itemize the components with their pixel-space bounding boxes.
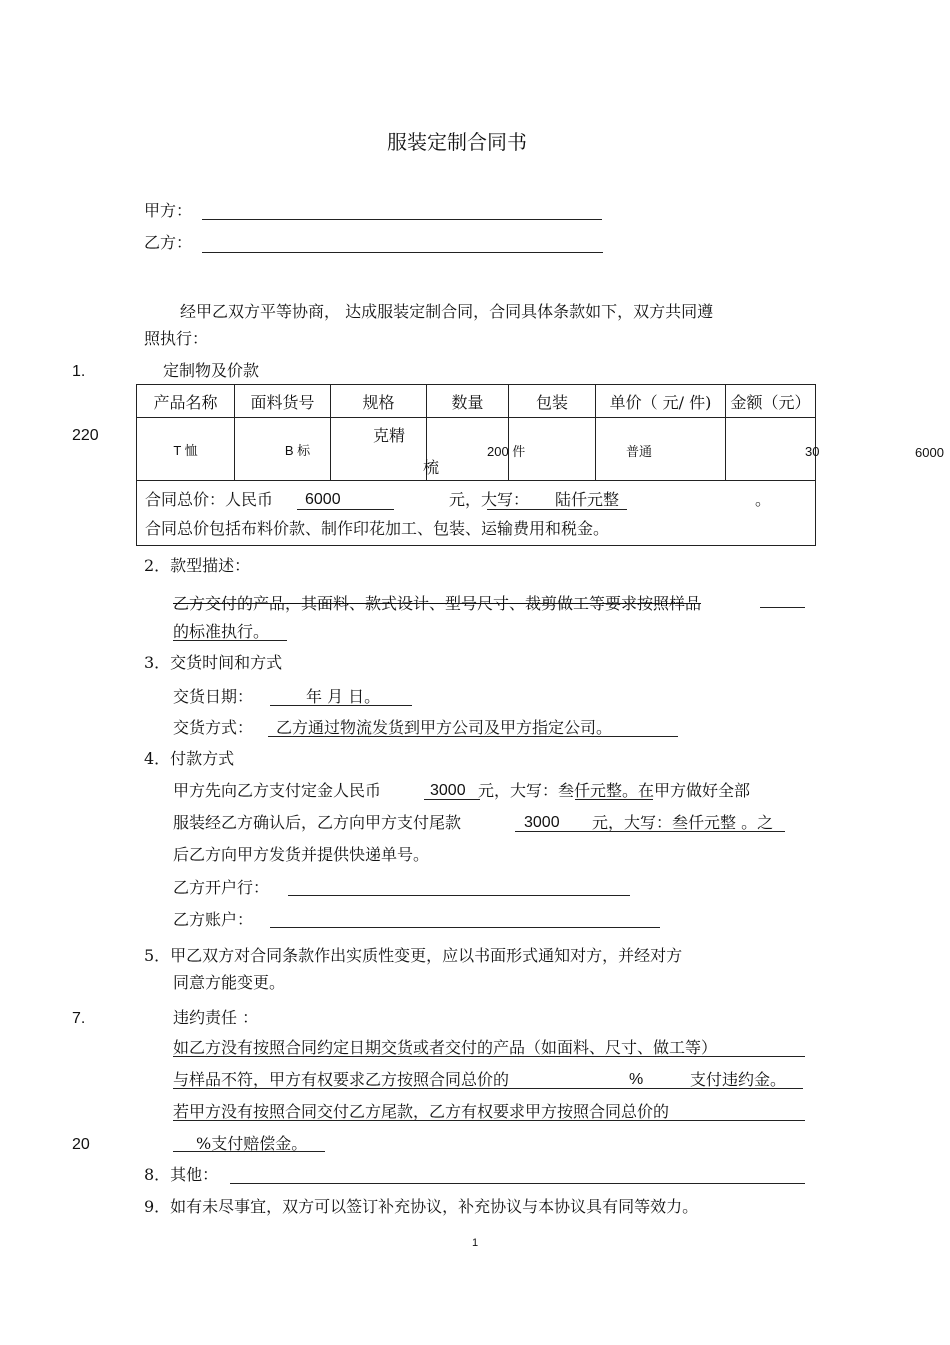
party-a-label: 甲方： <box>144 201 193 220</box>
delivery-method-label: 交货方式： <box>173 718 254 737</box>
account-blank[interactable] <box>270 927 660 928</box>
header-quantity: 数量 <box>427 385 509 418</box>
total-upper-value: 陆仟元整 <box>555 490 620 509</box>
balance-amount: 3000 <box>524 814 560 831</box>
party-b-blank[interactable] <box>202 252 603 253</box>
account-label: 乙方账户： <box>173 910 254 929</box>
delivery-method-underline <box>268 736 678 737</box>
cell-spec-bottom: 梳 <box>423 458 440 477</box>
intro-line-2: 照执行： <box>144 329 209 348</box>
penalty-line-2b: 支付违约金。 <box>690 1070 787 1089</box>
section-9-line: 9．如有未尽事宜，双方可以签订补充协议，补充协议与本协议具有同等效力。 <box>144 1197 699 1216</box>
deposit-amount: 3000 <box>430 782 466 799</box>
cell-unit-price: 30 <box>805 444 820 459</box>
payment-line-1a: 甲方先向乙方支付定金人民币 <box>173 781 382 800</box>
penalty-line-4-underline <box>173 1151 325 1152</box>
section-4-title: 4．付款方式 <box>144 749 235 768</box>
party-a-blank[interactable] <box>202 219 602 220</box>
section-5-line-1: 5．甲乙双方对合同条款作出实质性变更，应以书面形式通知对方，并经对方 <box>144 946 683 965</box>
deposit-upper-underline <box>575 799 653 800</box>
cell-fabric-code: B 标 <box>284 442 311 458</box>
cell-packaging: 普通 <box>626 444 653 459</box>
penalty-line-2a: 与样品不符，甲方有权要求乙方按照合同总价的 <box>173 1070 510 1089</box>
section-7-title: 违约责任 ： <box>173 1008 259 1027</box>
cell-quantity: 200 件 <box>487 444 526 459</box>
section-2-line-2: 的标准执行。 <box>173 622 270 641</box>
header-packaging: 包装 <box>509 385 596 418</box>
header-amount: 金额（元） <box>726 385 816 418</box>
bank-label: 乙方开户行： <box>173 878 270 897</box>
penalty-outside-value: 20 <box>72 1136 90 1153</box>
section-7-number: 7. <box>72 1010 86 1027</box>
total-period: 。 <box>755 490 772 509</box>
section-1-number: 1. <box>72 363 86 380</box>
table-row <box>137 418 816 481</box>
total-value-underline <box>297 509 394 510</box>
penalty-line-2-underline <box>173 1088 803 1089</box>
page-number: 1 <box>472 1237 479 1249</box>
header-spec: 规格 <box>331 385 427 418</box>
total-upper-label: 元，大写： <box>449 490 530 509</box>
header-product-name: 产品名称 <box>137 385 235 418</box>
section-1-title: 定制物及价款 <box>163 361 260 380</box>
table-total-row <box>137 481 816 546</box>
bank-blank[interactable] <box>288 895 630 896</box>
total-value: 6000 <box>305 491 341 508</box>
total-label: 合同总价：人民币 <box>145 490 274 509</box>
section-2-line-2-underline <box>173 640 287 641</box>
section-2-title: 2．款型描述： <box>144 556 251 575</box>
header-fabric-code: 面料货号 <box>235 385 331 418</box>
penalty-percent: % <box>629 1071 644 1088</box>
total-note: 合同总价包括布料价款、制作印花加工、包装、运输费用和税金。 <box>145 519 610 538</box>
delivery-date-value: 年 月 日。 <box>306 687 381 706</box>
penalty-line-1-underline <box>173 1056 805 1057</box>
other-blank[interactable] <box>230 1183 805 1184</box>
cell-spec-top: 克精 <box>373 426 406 445</box>
penalty-line-1: 如乙方没有按照合同约定日期交货或者交付的产品（如面料、尺寸、做工等） <box>173 1038 718 1057</box>
section-3-title: 3．交货时间和方式 <box>144 653 283 672</box>
total-upper-underline <box>487 509 627 510</box>
delivery-date-blank[interactable] <box>270 705 412 706</box>
product-table <box>136 384 820 546</box>
delivery-method-value: 乙方通过物流发货到甲方公司及甲方指定公司。 <box>276 718 613 737</box>
header-unit-price: 单价（ 元/ 件) <box>596 385 726 418</box>
party-b-label: 乙方： <box>144 233 193 252</box>
delivery-date-label: 交货日期： <box>173 687 254 706</box>
deposit-underline <box>424 799 480 800</box>
section-2-line-1: 乙方交付的产品，其面料、款式设计、型号尺寸、裁剪做工等要求按照样品 <box>173 594 702 613</box>
payment-line-2a: 服装经乙方确认后，乙方向甲方支付尾款 <box>173 813 462 832</box>
penalty-line-3-underline <box>173 1120 805 1121</box>
cell-product-name: T 恤 <box>173 442 198 458</box>
section-2-line-1-extend <box>760 607 805 608</box>
table-header-row <box>137 385 816 418</box>
row-outside-right: 6000 <box>915 445 944 460</box>
payment-line-3: 后乙方向甲方发货并提供快递单号。 <box>173 845 430 864</box>
penalty-line-4: %支付赔偿金。 <box>196 1134 308 1153</box>
payment-line-1b: 元，大写：叁仟元整。在甲方做好全部 <box>478 781 751 800</box>
section-8-title: 8．其他： <box>144 1165 219 1184</box>
payment-line-2b: 元，大写：叁仟元整 。之 <box>592 813 774 832</box>
section-5-line-2: 同意方能变更。 <box>173 973 286 992</box>
row-outside-left: 220 <box>72 427 99 444</box>
intro-line-1: 经甲乙双方平等协商， 达成服装定制合同，合同具体条款如下，双方共同遵 <box>180 302 714 321</box>
page-title: 服装定制合同书 <box>387 130 527 154</box>
penalty-line-3: 若甲方没有按照合同交付乙方尾款，乙方有权要求甲方按照合同总价的 <box>173 1102 670 1121</box>
balance-underline <box>515 831 785 832</box>
